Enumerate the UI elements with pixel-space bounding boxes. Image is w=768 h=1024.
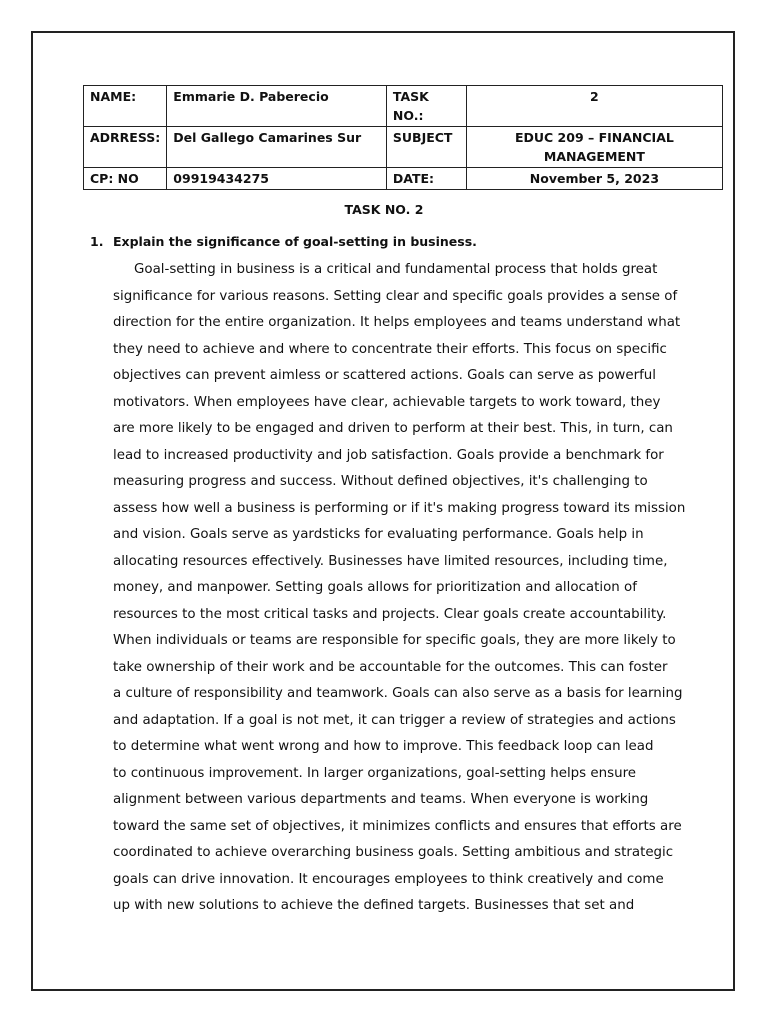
student-info-table	[83, 85, 723, 190]
answer-line: they need to achieve and where to concentrate their efforts. This focus on specific	[113, 341, 667, 357]
table-row	[84, 127, 723, 168]
answer-line: take ownership of their work and be accountable for the outcomes. This can foster	[113, 659, 668, 675]
answer-line: and vision. Goals serve as yardsticks for evaluating performance. Goals help in	[113, 527, 644, 542]
answer-line: coordinated to achieve overarching business goals. Setting ambitious and strategic	[113, 845, 674, 860]
cp-no-label: CP: NO	[84, 168, 167, 190]
answer-line: money, and manpower. Setting goals allows for prioritization and allocation of	[113, 580, 637, 595]
answer-line: goals can drive innovation. It encourages employees to think creatively and come	[113, 871, 664, 887]
answer-line: measuring progress and success. Without defined objectives, it's challenging to	[113, 474, 648, 489]
answer-line: are more likely to be engaged and driven to perform at their best. This, in turn, can	[113, 421, 673, 436]
table-row	[84, 168, 723, 190]
answer-line: Goal-setting in business is a critical and fundamental process that holds great	[134, 262, 658, 277]
answer-line: alignment between various departments and teams. When everyone is working	[113, 792, 649, 807]
answer-line: objectives can prevent aimless or scattered actions. Goals can serve as powerful	[113, 368, 657, 383]
question-number: 1.	[90, 234, 104, 249]
answer-line: a culture of responsibility and teamwork. Goals can also serve as a basis for learning	[113, 686, 683, 701]
task-no-label: TASK NO.:	[386, 86, 466, 127]
subject-value: EDUC 209 – FINANCIAL MANAGEMENT	[466, 127, 722, 168]
subject-label: SUBJECT	[386, 127, 466, 168]
answer-line: to determine what went wrong and how to improve. This feedback loop can lead	[113, 739, 654, 754]
question-text: Explain the significance of goal-setting in business.	[113, 234, 477, 249]
answer-line: direction for the entire organization. It helps employees and teams understand what	[113, 315, 681, 330]
answer-line: significance for various reasons. Setting clear and specific goals provides a sense of	[113, 288, 678, 304]
answer-line: When individuals or teams are responsible for specific goals, they are more likely to	[113, 633, 676, 648]
answer-line: assess how well a business is performing or if it's making progress toward its mission	[113, 500, 686, 516]
answer-line: up with new solutions to achieve the defined targets. Businesses that set and	[113, 898, 635, 913]
name-label: NAME:	[84, 86, 167, 127]
answer-line: lead to increased productivity and job satisfaction. Goals provide a benchmark for	[113, 447, 664, 463]
address-value: Del Gallego Camarines Sur	[167, 127, 387, 168]
date-value: November 5, 2023	[466, 168, 722, 190]
task-title: TASK NO. 2	[344, 202, 424, 217]
question-heading	[90, 234, 477, 249]
table-row	[84, 86, 723, 127]
answer-line: motivators. When employees have clear, achievable targets to work toward, they	[113, 394, 661, 410]
answer-paragraph	[113, 257, 686, 920]
answer-line: to continuous improvement. In larger organizations, goal-setting helps ensure	[113, 765, 637, 781]
answer-line: and adaptation. If a goal is not met, it can trigger a review of strategies and actions	[113, 712, 676, 728]
answer-line: toward the same set of objectives, it minimizes conflicts and ensures that efforts are	[113, 818, 682, 834]
name-value: Emmarie D. Paberecio	[167, 86, 387, 127]
task-no-value: 2	[466, 86, 722, 127]
address-label: ADRRESS:	[84, 127, 167, 168]
answer-line: allocating resources effectively. Businesses have limited resources, including time,	[113, 553, 668, 569]
date-label: DATE:	[386, 168, 466, 190]
answer-line: resources to the most critical tasks and projects. Clear goals create accountability.	[113, 606, 667, 622]
cp-no-value: 09919434275	[167, 168, 387, 190]
